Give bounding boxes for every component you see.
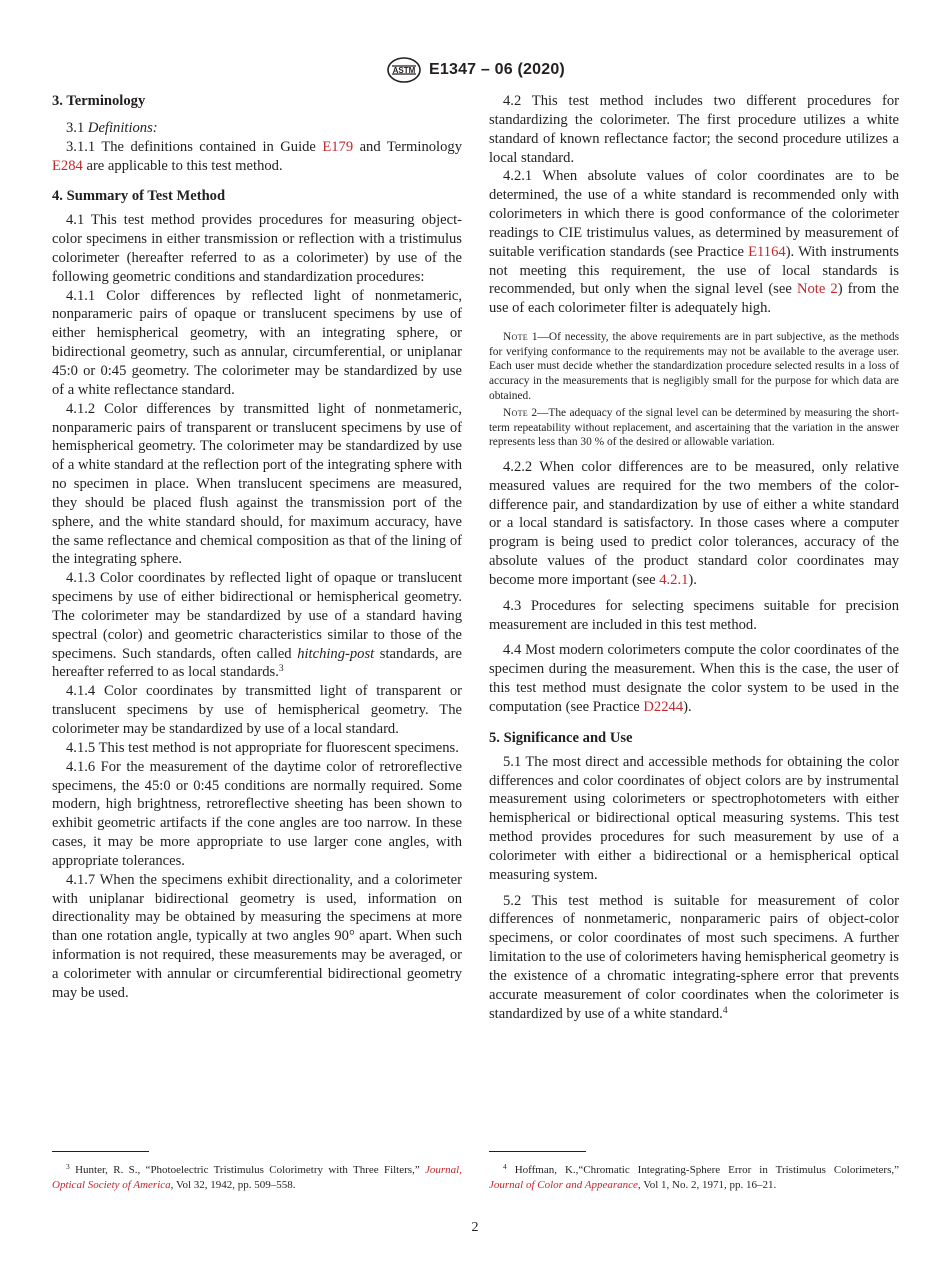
link-e1164[interactable]: E1164 bbox=[748, 243, 786, 260]
para-3-1-1: 3.1.1 The definitions contained in Guide E179 and Terminology E284 are applicable to this test method. bbox=[52, 138, 462, 174]
para-4-2-2: 4.2.2 When color differences are to be measured, only relative measured values are required for the two members of the color-difference pair, and standardization by use of either a white standard or a local standard is satisfactory. In those cases where a computer program is being used to predict color tolerances, accuracy of the absolute values of the product standard color coordinates may become more important (see 4.2.1). bbox=[489, 458, 899, 588]
para-4-2-1: 4.2.1 When absolute values of color coordinates are to be determined, the use of a white standard is recommended only with colorimeters in which there is good conformance of the colorimeter readings to CIE tristimulus values, as determined by measurement of suitable verification standards (see Practice E1164). With instruments not meeting this requirement, the use of local standards is recommended, but only when the signal level (see Note 2) from the use of each colorimeter filter is adequately high. bbox=[489, 168, 899, 317]
footnote-ref-3[interactable]: 3 bbox=[278, 664, 284, 675]
note-1: Note 1—Of necessity, the above requirements are in part subjective, as the methods for verifying conformance to the requirements may not be available to the average user. Each user must decide whether the standardization procedure selected results in a loss of accuracy in the measurements that is negligibly small for the purpose for which data are obtained. bbox=[489, 331, 899, 402]
footnote-divider-left bbox=[52, 1151, 149, 1152]
para-5-2: 5.2 This test method is suitable for measurement of color differences of nonmetameric, nonparameric pairs of object-color specimens, or color coordinates of most such specimens. A further limitation to the use of colorimeters having hemispherical geometry is the existence of a chromatic integrating-sphere error that prevents accurate measurement of color coordinates when the colorimeter is standardized by use of a white standard.$^4$ bbox=[489, 892, 899, 1022]
section-3-heading: 3. Terminology bbox=[52, 93, 146, 109]
link-journal-osa[interactable]: Journal, Optical Society of America bbox=[52, 1164, 462, 1191]
footnote-ref-4[interactable]: 4 bbox=[722, 1005, 728, 1016]
section-5-heading: 5. Significance and Use bbox=[489, 729, 633, 746]
note-2: Note 2—The adequacy of the signal level can be determined by measuring the short-term repeatability without replacement, and ascertaining that the variation in the answer represents less than 30 % of the desired or allowable variation. bbox=[489, 407, 899, 449]
astm-logo-icon bbox=[385, 56, 423, 84]
para-4-1-3: 4.1.3 Color coordinates by reflected light of opaque or translucent specimens by use of either bidirectional or hemispherical geometry. The colorimeter may be standardized by use of a standard having spectral (color) and geometric characteristics similar to those of the specimens. Such standards, often called hitching-post standards, are hereafter referred to as local standards.$^3$ bbox=[52, 570, 462, 681]
para-3-1: 3.1 Definitions: bbox=[66, 119, 158, 136]
right-column bbox=[489, 92, 899, 1024]
link-d2244[interactable]: D2244 bbox=[643, 699, 684, 715]
para-4-1-7: 4.1.7 When the specimens exhibit directionality, and a colorimeter with uniplanar bidirectional geometry is used, information on directionality may be obtained by measuring the specimens at more than one rotation angle, typically at two angles 90° apart. When such information is not required, these measurements may be averaged, or a colorimeter with annular or circumferential bidirectional geometry may be used. bbox=[52, 871, 462, 1001]
footnote-4: $^4$ Hoffman, K.,“Chromatic Integrating-Sphere Error in Tristimulus Colorimeters,” Journal of Color and Appearance, Vol 1, No. 2, 1971, pp. 16–21. bbox=[489, 1162, 899, 1191]
footnote-divider-right bbox=[489, 1151, 586, 1152]
para-4-1-1: 4.1.1 Color differences by reflected light of nonmetameric, nonparameric pairs of opaque or translucent specimens by use of either hemispherical geometry, with an integrating sphere, or bidirectional geometry, such as annular, circumferential, or uniplanar 45:0 or 0:45 geometry. The colorimeter may be standardized by use of a white reflectance standard. bbox=[52, 287, 462, 398]
link-e179[interactable]: E179 bbox=[322, 138, 354, 155]
para-5-1: 5.1 The most direct and accessible methods for obtaining the color differences and color coordinates of object colors are by instrumental measurement using colorimeters or spectrophotometers with either hemispherical or bidirectional optical measuring systems. This test method provides procedures for such measurement by use of a colorimeter with either a bidirectional or a hemispherical optical measuring system. bbox=[489, 753, 899, 883]
page-header bbox=[0, 55, 950, 85]
link-4-2-1[interactable]: 4.2.1 bbox=[659, 571, 689, 588]
para-4-1-6: 4.1.6 For the measurement of the daytime color of retroreflective specimens, the 45:0 or 0:45 conditions are normally required. Some modern, high brightness, retroreflective sheeting has been shown to exhibit geometric artifacts if the cone angles are too narrow. In these cases, it may be more appropriate to use larger cone angles, with appropriate tolerances. bbox=[52, 758, 462, 869]
link-journal-color-appearance[interactable]: Journal of Color and Appearance bbox=[489, 1178, 638, 1191]
para-4-2: 4.2 This test method includes two different procedures for standardizing the colorimeter. The first procedure utilizes a white standard of known reflectance factor; the second procedure utilizes a local standard. bbox=[489, 93, 899, 166]
link-note-2[interactable]: Note 2 bbox=[796, 281, 838, 298]
link-e284[interactable]: E284 bbox=[52, 157, 83, 174]
para-4-1: 4.1 This test method provides procedures for measuring object-color specimens in either transmission or reflection with a tristimulus colorimeter (hereafter referred to as a colorimeter) by use of the following geometric conditions and standardization procedures: bbox=[52, 212, 462, 285]
para-4-1-4: 4.1.4 Color coordinates by transmitted light of transparent or translucent specimens by use of hemispherical geometry. The colorimeter may be standardized by use of a local standard. bbox=[52, 683, 462, 737]
para-4-4: 4.4 Most modern colorimeters compute the color coordinates of the specimen during the measurement. When this is the case, the user of this test method must designate the color system to be used in the computation (see Practice D2244). bbox=[489, 642, 899, 715]
svg-text:ASTM: ASTM bbox=[392, 66, 416, 75]
para-4-1-2: 4.1.2 Color differences by transmitted light of nonmetameric, nonparameric pairs of transparent or translucent specimens by use of hemispherical geometry. The colorimeter may be standardized by use of a white standard at the reflection port of the integrating sphere with no specimen in place. When translucent specimens are measured, they should be placed flush against the transmission port of the sphere, and the white standard should, for maximum accuracy, have the same reflectance and chemical composition as that of the lining of the integrating sphere. bbox=[52, 400, 462, 568]
section-4-heading: 4. Summary of Test Method bbox=[52, 188, 226, 205]
standard-designation: E1347 – 06 (2020) bbox=[429, 61, 565, 78]
footnote-3: $^3$ Hunter, R. S., “Photoelectric Tristimulus Colorimetry with Three Filters,” Journal, Optical Society of America, Vol 32, 1942, pp. 509–558. bbox=[52, 1162, 462, 1191]
para-4-1-5: 4.1.5 This test method is not appropriate for fluorescent specimens. bbox=[66, 739, 459, 756]
para-4-3: 4.3 Procedures for selecting specimens suitable for precision measurement are included in this test method. bbox=[489, 597, 899, 633]
left-column bbox=[52, 92, 462, 1003]
page-number: 2 bbox=[471, 1220, 479, 1235]
